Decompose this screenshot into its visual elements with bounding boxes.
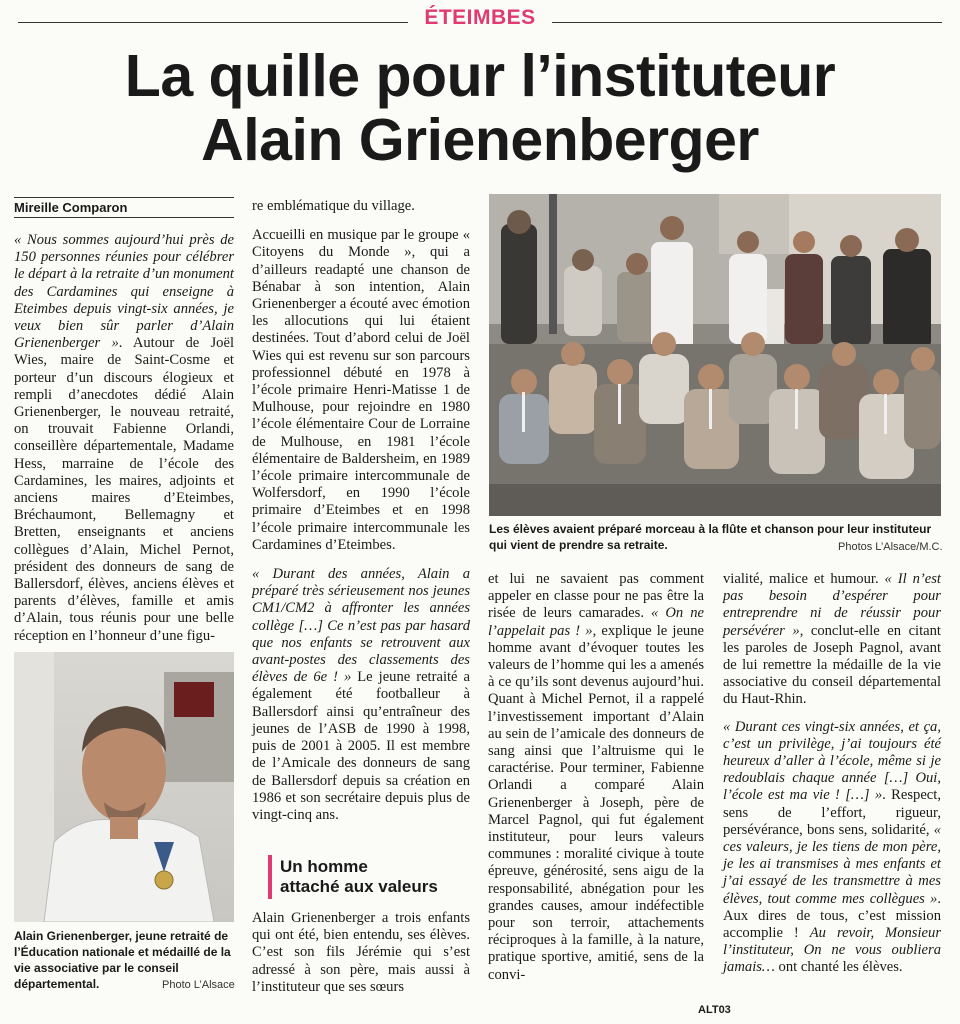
column-4 (723, 571, 941, 984)
col3-text-b: , explique le jeune homme avant d’évoquer toutes les valeurs de l’homme qui les a amenés à ce qu’ils sont devenus aujourd’hui. Quant à Michel Pernot, il a rappelé l’investissement important d’Alain au sein de l’amicale des donneurs de sang ainsi que l’altruisme qui le caractérise. Pour terminer, Fabienne Orlandi a comparé Alain Grienenberger à Joseph, père de Marcel Pagnol, qui fut également instituteur, pour leurs valeurs communes : moralité civique à toute épreuve, générosité, sens aigu de la responsabilité, abnégation pour les grandes causes, amour indéfectible pour son terroir, attachements réciproques à la famille, à la nature, pratique sportive, amitié, sens de la convi- (488, 622, 705, 983)
portrait-caption-text: Alain Grienenberger, jeune retraité de l’Éducation nationale et médaillé de la vie associative par le conseil départemental. (14, 929, 231, 991)
headline (0, 44, 960, 172)
subhead-accent-bar (268, 855, 272, 899)
group-caption-text: Les élèves avaient préparé morceau à la flûte et chanson pour leur instituteur qui vient de prendre sa retraite. (489, 522, 932, 552)
group-credit: Photos L’Alsace/M.C. (838, 541, 943, 553)
col4-text-a: vialité, malice et humour. (723, 571, 885, 587)
subhead-line-2: attaché aux valeurs (280, 877, 438, 896)
group-photo (489, 194, 941, 516)
portrait-credit: Photo L’Alsace (162, 979, 235, 991)
portrait-photo (14, 652, 234, 922)
section-rubric: ÉTEIMBES (424, 6, 536, 29)
col2-paragraph-2: Accueilli en musique par le groupe « Citoyens du Monde », qui a d’ailleurs readapté une chanson de Bénabar à son intention, Alain Grienenberger a écouté avec émotion les allocutions qui lui étaient destinées. Tout d’abord celui de Joël Wies qui est revenu sur son parcours professionnel débuté en 1978 à l’école primaire Henri-Matisse 1 de Mulhouse, pour rejoindre en 1980 l’école élémentaire Cour de Lorraine de Mulhouse, en 1981 l’école élémentaire de Baldersheim, en 1989 l’école primaire intercommunale de Wolfersdorf, en 1990 l’école primaire d’Eteimbes et en 1998 l’école primaire intercommunale les Cardamines d’Eteimbes. (252, 227, 470, 553)
col4-quote-c: « ces valeurs, je les tiens de mon père, je les ai transmises à mes enfants et j’ai essayé de les transmettre à mes élèves, tout comme mes collègues » (723, 821, 941, 907)
col4-paragraph-2 (723, 719, 941, 977)
col1-text: . Autour de Joël Wies, maire de Saint-Cosme et porteur d’un discours élogieux et rempli d’anecdotes dédié Alain Grienenberger, le nouveau retraité, on trouvait Fabienne Orlandi, conseillère départementale, Madame Hess, marraine de l’école des Cardamines, les maires, adjoints et anciens maires d’Eteimbes, Bréchaumont, Bellemagny et Bretten, enseignants et anciens collègues d’Alain, Michel Pernot, président des donneurs de sang de Ballersdorf, élèves, anciens élèves et parents d’élèves, famille et amis d’Alain, tous réunis pour une belle réception en l’honneur d’une figu- (14, 335, 234, 644)
headline-line-2: Alain Grienenberger (201, 107, 759, 173)
col4-text-c: . Respect, sens de l’effort, rigueur, persévérance, bons sens, solidarité, (723, 787, 941, 838)
col2-paragraph-4: Alain Grienenberger a trois enfants qui ont été, bien entendu, ses élèves. C’est son fils Jérémie qui s’est adressé à son père, mais aussi à l’instituteur que ses sœurs (252, 910, 470, 995)
col3-text-a: et lui ne savaient pas comment appeler en classe pour ne pas être la risée de leurs camarades. (488, 571, 704, 622)
col4-paragraph-1 (723, 571, 941, 709)
col4-text-d: . Aux dires de tous, c’est mission accomplie ! (723, 890, 941, 942)
page-code: ALT03 (698, 1004, 731, 1016)
column-1 (14, 232, 234, 652)
headline-line-1: La quille pour l’instituteur (124, 43, 836, 109)
author-byline: Mireille Comparon (14, 197, 234, 218)
col4-quote-d: Au revoir, Monsieur l’instituteur, On ne vous oubliera jamais… (723, 925, 941, 976)
column-2 (252, 198, 470, 831)
col4-text-e: ont chanté les élèves. (774, 959, 903, 976)
column-2-bottom (252, 910, 470, 1003)
col2-paragraph-3 (252, 566, 470, 824)
col1-quote: « Nous sommes aujourd’hui près de 150 personnes réunies pour célébrer le départ à la retraite d’un monument des Cardamines qui enseigne à Eteimbes depuis vingt-six années, je veux bien sûr parler d’Alain Grienenberger » (14, 232, 234, 352)
portrait-image (14, 652, 234, 922)
col3-paragraph (488, 571, 704, 984)
col3-quote: « On ne l’appelait pas ! » (488, 605, 704, 639)
subhead-line-1: Un homme (280, 857, 368, 876)
col1-paragraph (14, 232, 234, 645)
col4-quote-a: « Il n’est pas besoin d’espérer pour entreprendre ni de réussir pour persévérer » (723, 571, 941, 639)
col2-text: Le jeune retraité a également été footballeur à Ballersdorf ainsi qu’entraîneur des jeunes de l’ASB de 1990 à 1998, puis de 2001 à 2005. Il est membre de l’Amicale des donneurs de sang de Ballersdorf depuis sa création en 1986 et son secrétaire depuis plus de vingt-cinq ans. (252, 669, 470, 823)
group-image (489, 194, 941, 516)
col4-text-b: , conclut-elle en citant les paroles de Joseph Pagnol, avant de lui remettre la médaille de la vie associative du conseil départemental du Haut-Rhin. (723, 622, 941, 708)
subhead (280, 857, 470, 897)
column-3 (488, 571, 704, 991)
col2-paragraph-1: re emblématique du village. (252, 198, 415, 214)
col2-quote: « Durant des années, Alain a préparé très sérieusement nos jeunes CM1/CM2 à affronter les années collège […] Ce n’est pas par hasard que nos enfants se retrouvent aux avant-postes des classements des élèves de 6e ! » (252, 566, 470, 686)
col4-quote-b: « Durant ces vingt-six années, et ça, c’est un privilège, j’ai toujours été heureux d’aller à l’école, même si je redoublais chaque année […] Oui, l’école est ma vie ! […] » (723, 718, 941, 804)
